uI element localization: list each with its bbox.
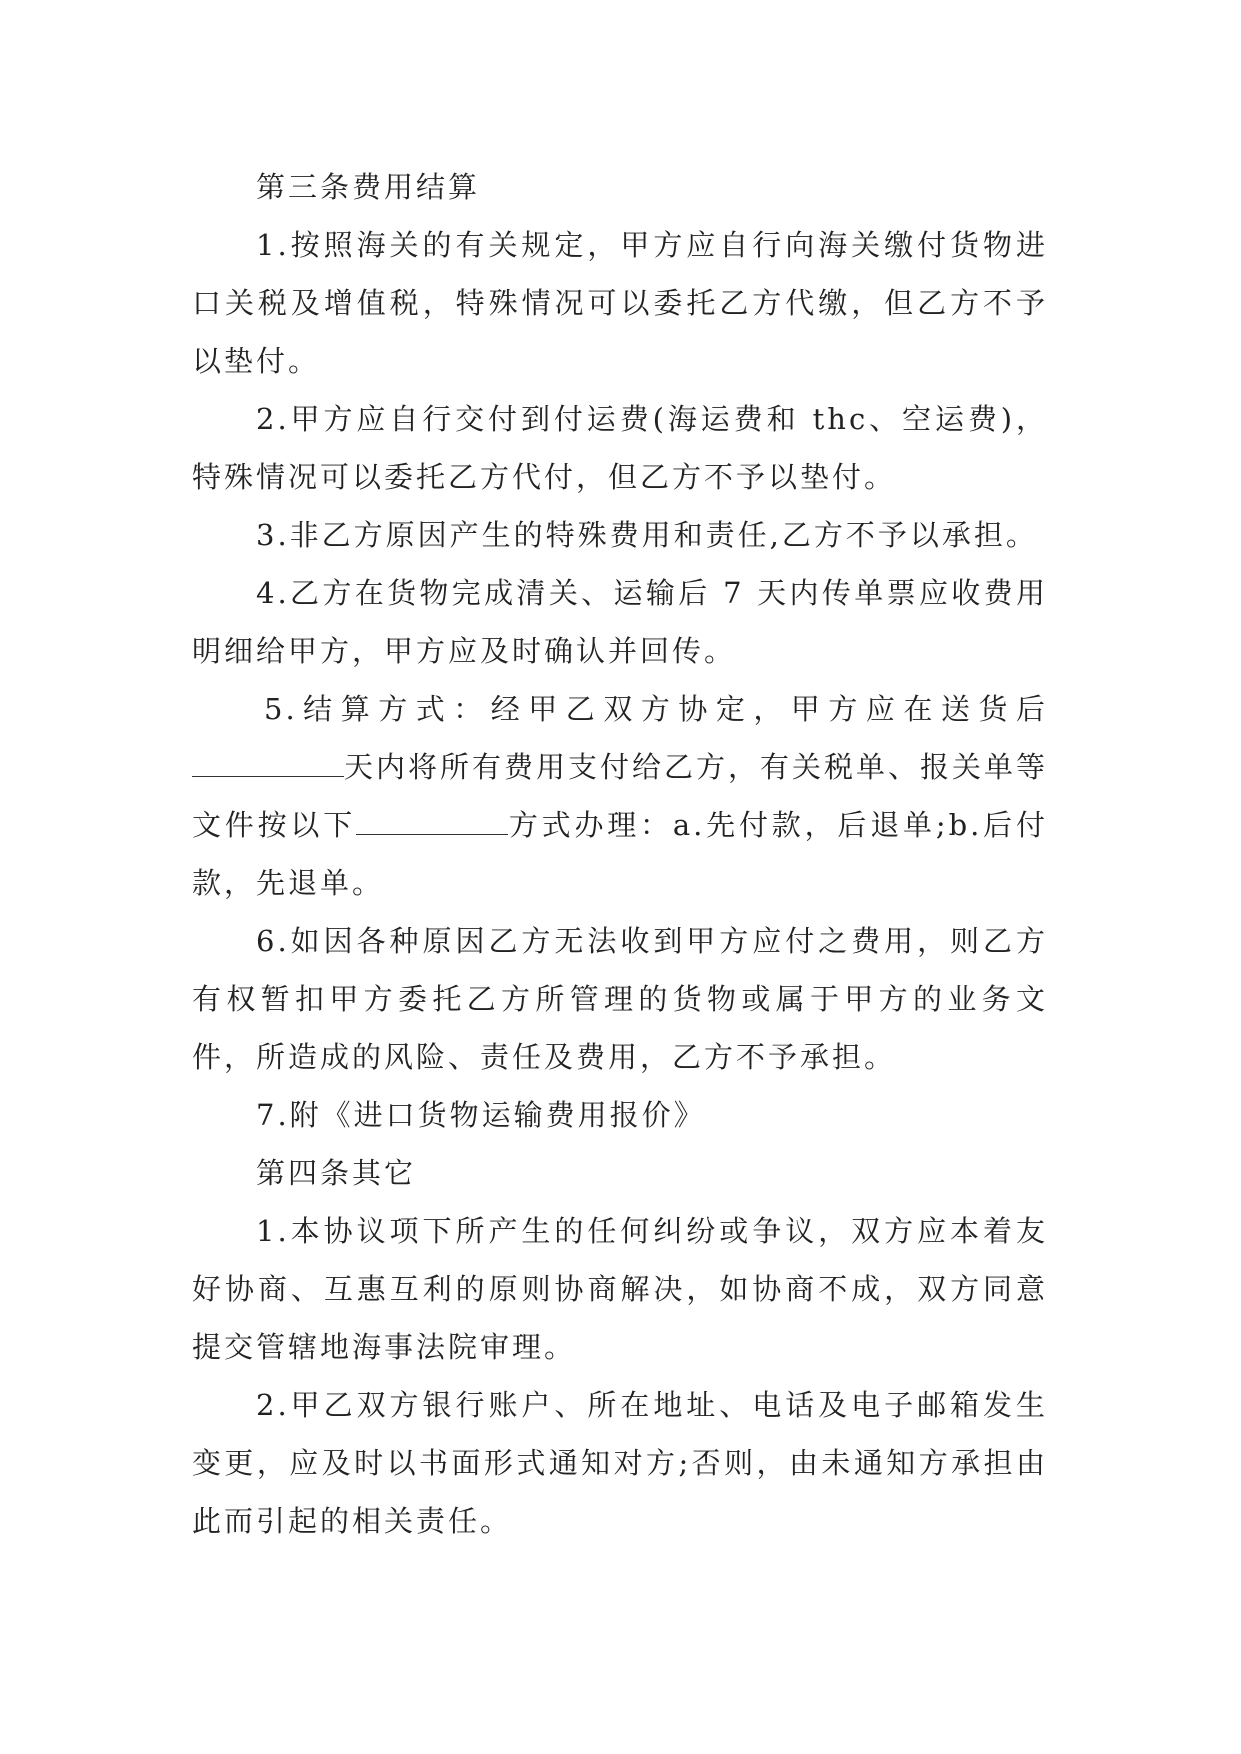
method-blank-field[interactable]	[356, 812, 508, 835]
section-3-item-5	[192, 680, 1048, 912]
days-blank-field[interactable]	[192, 754, 344, 777]
section-3-item-1: 1.按照海关的有关规定，甲方应自行向海关缴付货物进口关税及增值税，特殊情况可以委托乙方代缴，但乙方不予以垫付。	[192, 228, 1048, 378]
document-body	[192, 158, 1048, 1550]
section-3-item-7: 7.附《进口货物运输费用报价》	[256, 1098, 706, 1132]
section-3-heading: 第三条费用结算	[256, 170, 481, 204]
section-4-item-2: 2.甲乙双方银行账户、所在地址、电话及电子邮箱发生变更，应及时以书面形式通知对方;否则，由未通知方承担由此而引起的相关责任。	[192, 1388, 1048, 1538]
item-5-part-1: 5.结算方式：经甲乙双方协定，甲方应在送货后	[264, 692, 1048, 726]
item-5-part-3: 方式办理：a.先付款，后退单;b.后付款，先退单。	[192, 808, 1048, 900]
section-3-item-6: 6.如因各种原因乙方无法收到甲方应付之费用，则乙方有权暂扣甲方委托乙方所管理的货物或属于甲方的业务文件，所造成的风险、责任及费用，乙方不予承担。	[192, 924, 1048, 1074]
section-3-item-4: 4.乙方在货物完成清关、运输后 7 天内传单票应收费用明细给甲方，甲方应及时确认并回传。	[192, 576, 1048, 668]
section-4-item-1: 1.本协议项下所产生的任何纠纷或争议，双方应本着友好协商、互惠互利的原则协商解决，如协商不成，双方同意提交管辖地海事法院审理。	[192, 1214, 1048, 1364]
section-3-item-2: 2.甲方应自行交付到付运费(海运费和 thc、空运费)，特殊情况可以委托乙方代付，但乙方不予以垫付。	[192, 402, 1048, 494]
section-4-heading: 第四条其它	[256, 1156, 417, 1190]
item-5-part-2: 天内将所有费用支付给乙方，有关税单、报关单等文件按以下	[192, 750, 1049, 842]
section-3-item-3: 3.非乙方原因产生的特殊费用和责任,乙方不予以承担。	[256, 518, 1038, 552]
